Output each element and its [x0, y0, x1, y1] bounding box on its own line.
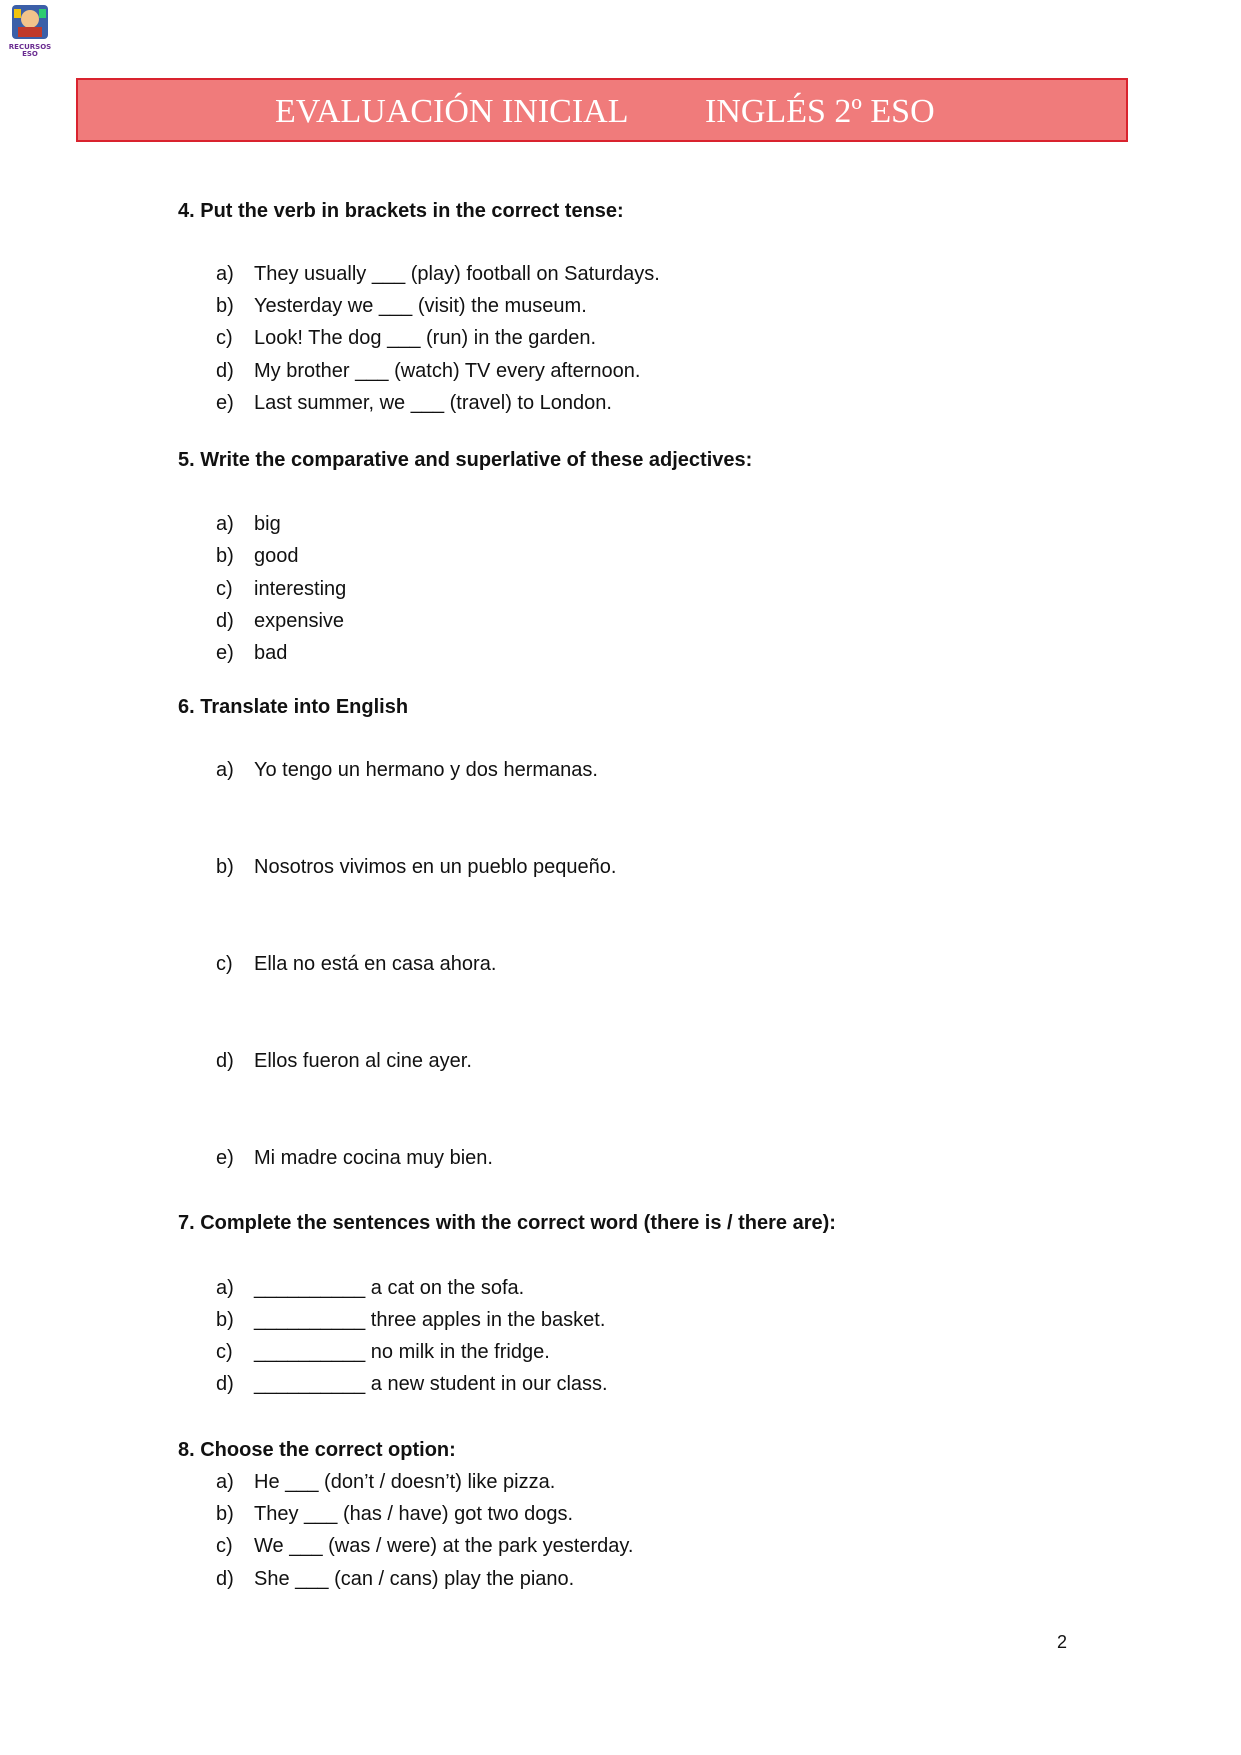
list-item: c) interesting	[216, 578, 347, 600]
list-item: e) bad	[216, 642, 288, 664]
list-item: a) He ___ (don’t / doesn’t) like pizza.	[216, 1471, 556, 1493]
list-item: a) Yo tengo un hermano y dos hermanas.	[216, 759, 598, 781]
list-item: c) We ___ (was / were) at the park yesterday.	[216, 1535, 634, 1557]
page-number: 2	[1057, 1632, 1068, 1652]
list-item: c) __________ no milk in the fridge.	[216, 1341, 550, 1363]
banner-title-right: INGLÉS 2º ESO	[705, 93, 935, 130]
list-item: d) Ellos fueron al cine ayer.	[216, 1050, 472, 1072]
list-item: b) __________ three apples in the basket.	[216, 1309, 606, 1331]
list-item: a) big	[216, 513, 281, 535]
list-item: c) Look! The dog ___ (run) in the garden.	[216, 327, 597, 349]
list-item: b) Yesterday we ___ (visit) the museum.	[216, 295, 587, 317]
question-5-heading: 5. Write the comparative and superlative of these adjectives:	[178, 449, 753, 471]
list-item: a) __________ a cat on the sofa.	[216, 1277, 525, 1299]
question-4-heading: 4. Put the verb in brackets in the correct tense:	[178, 200, 624, 222]
list-item: b) They ___ (has / have) got two dogs.	[216, 1503, 574, 1525]
list-item: d) She ___ (can / cans) play the piano.	[216, 1568, 575, 1590]
list-item: b) Nosotros vivimos en un pueblo pequeño.	[216, 856, 617, 878]
list-item: e) Last summer, we ___ (travel) to London.	[216, 392, 612, 414]
banner-title-left: EVALUACIÓN INICIAL	[275, 93, 629, 130]
svg-text:RECURSOS: RECURSOS	[8, 43, 52, 51]
svg-text:ESO: ESO	[22, 50, 38, 58]
question-6-heading: 6. Translate into English	[178, 696, 409, 718]
list-item: d) __________ a new student in our class.	[216, 1373, 608, 1395]
question-7-heading: 7. Complete the sentences with the correct word (there is / there are):	[178, 1212, 836, 1234]
list-item: a) They usually ___ (play) football on Saturdays.	[216, 263, 660, 285]
recursos-eso-logo	[8, 3, 52, 59]
list-item: c) Ella no está en casa ahora.	[216, 953, 497, 975]
question-8-heading: 8. Choose the correct option:	[178, 1439, 456, 1461]
title-banner	[76, 78, 1128, 142]
list-item: e) Mi madre cocina muy bien.	[216, 1147, 493, 1169]
list-item: d) My brother ___ (watch) TV every afternoon.	[216, 360, 641, 382]
list-item: d) expensive	[216, 610, 345, 632]
list-item: b) good	[216, 545, 299, 567]
